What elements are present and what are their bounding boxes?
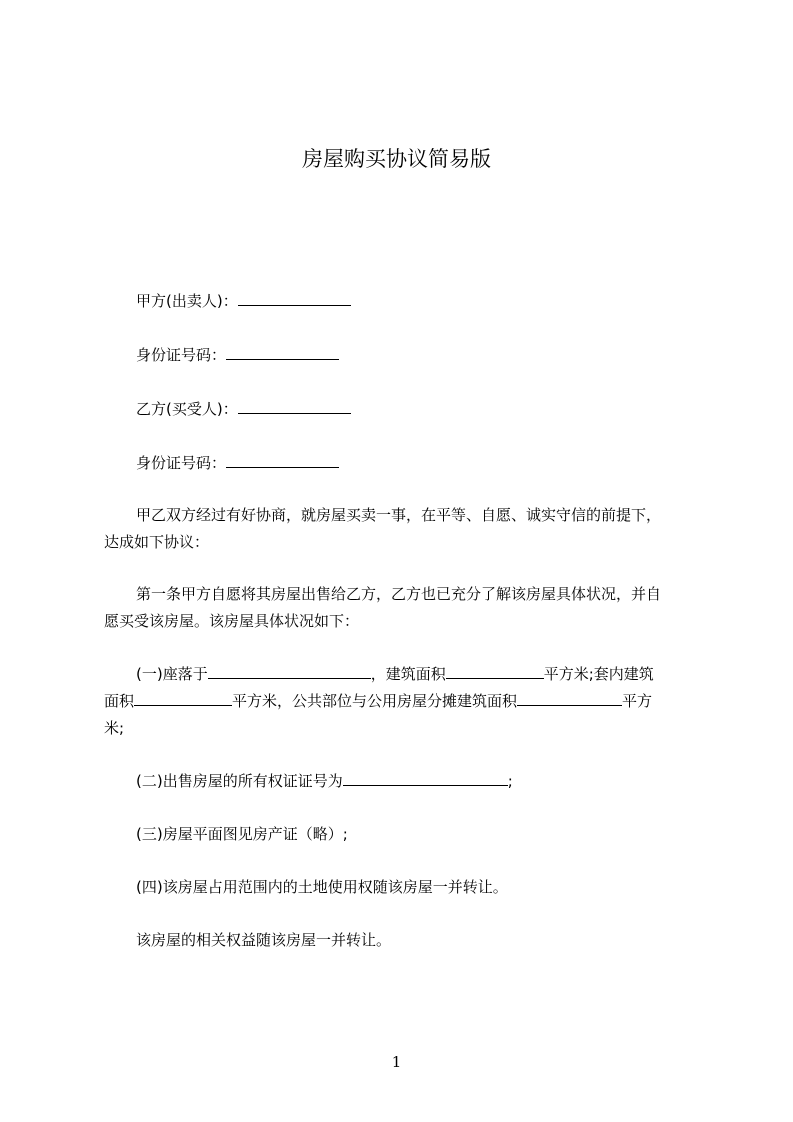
intro-paragraph-line1: 甲乙双方经过有好协商，就房屋买卖一事，在平等、自愿、诚实守信的前提下， [136, 506, 662, 524]
item4-line: (四)该房屋占用范围内的土地使用权随该房屋一并转让。 [136, 878, 508, 896]
closing-line: 该房屋的相关权益随该房屋一并转让。 [136, 931, 392, 949]
item2-prefix: (二)出售房屋的所有权证证号为 [136, 772, 343, 790]
location-blank[interactable] [208, 662, 371, 679]
party-b-label: 乙方(买受人)： [136, 400, 238, 418]
intro-paragraph-line2: 达成如下协议： [104, 533, 210, 551]
party-b-id-blank[interactable] [226, 451, 339, 468]
item1-unit1: 平方米;套内建筑 [543, 665, 654, 683]
item1-prefix: (一)座落于 [136, 665, 208, 683]
article1-line1: 第一条甲方自愿将其房屋出售给乙方，乙方也已充分了解该房屋具体状况，并自 [136, 585, 662, 603]
party-a-id-blank[interactable] [226, 343, 339, 360]
party-a-line [104, 288, 736, 315]
item3-line: (三)房屋平面图见房产证（略）; [136, 825, 348, 843]
party-b-line [104, 396, 736, 423]
item2-suffix: ; [507, 772, 513, 790]
shared-area-blank[interactable] [517, 689, 622, 706]
item1-line2-prefix: 面积 [104, 692, 135, 710]
party-b-id-line [104, 450, 736, 477]
item1-line1 [104, 661, 736, 688]
item1-line3: 米; [104, 719, 125, 737]
item2-line [104, 768, 736, 795]
party-b-id-label: 身份证号码： [136, 454, 227, 472]
party-a-label: 甲方(出卖人)： [136, 292, 238, 310]
certificate-number-blank[interactable] [343, 769, 508, 786]
item1-area-label: ，建筑面积 [370, 665, 446, 683]
party-b-blank[interactable] [238, 397, 351, 414]
item1-line2-unit: 平方 [622, 692, 653, 710]
building-area-blank[interactable] [446, 662, 544, 679]
document-title: 房屋购买协议简易版 [302, 147, 491, 171]
party-a-id-line [104, 342, 736, 369]
item1-line2 [104, 688, 704, 715]
party-a-id-label: 身份证号码： [136, 346, 227, 364]
page-number: 1 [391, 1053, 402, 1071]
party-a-blank[interactable] [238, 289, 351, 306]
inner-area-blank[interactable] [134, 689, 232, 706]
item1-line2-mid: 平方米，公共部位与公用房屋分摊建筑面积 [232, 692, 518, 710]
article1-line2: 愿买受该房屋。该房屋具体状况如下： [104, 612, 360, 630]
